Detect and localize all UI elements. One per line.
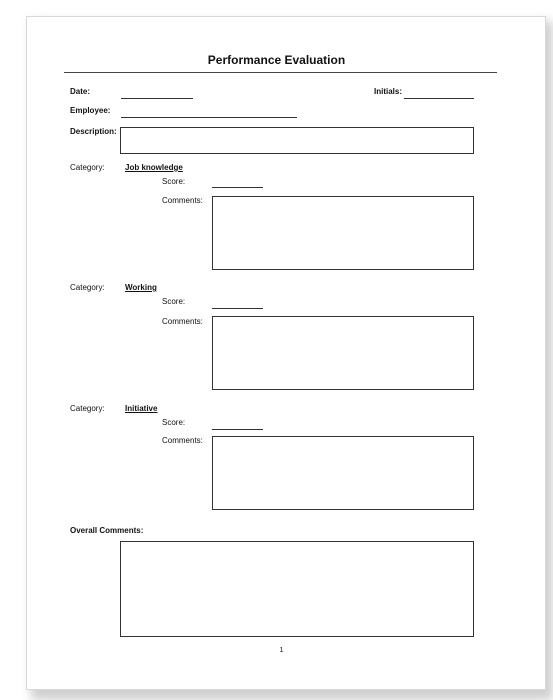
title-rule xyxy=(64,72,497,73)
score-label: Score: xyxy=(162,418,186,427)
category-label: Category: xyxy=(70,163,105,172)
category-label: Category: xyxy=(70,404,105,413)
comments-label: Comments: xyxy=(162,317,203,326)
score-field-working[interactable] xyxy=(212,308,263,309)
comments-box-initiative[interactable] xyxy=(212,436,474,510)
comments-label: Comments: xyxy=(162,196,203,205)
score-label: Score: xyxy=(162,177,186,186)
description-box[interactable] xyxy=(120,127,474,154)
score-field-job-knowledge[interactable] xyxy=(212,187,263,188)
date-field[interactable] xyxy=(121,98,193,99)
comments-box-job-knowledge[interactable] xyxy=(212,196,474,270)
date-label: Date: xyxy=(70,87,91,96)
employee-label: Employee: xyxy=(70,106,111,115)
overall-comments-box[interactable] xyxy=(120,541,474,637)
category-name-job-knowledge: Job knowledge xyxy=(125,163,183,172)
page-title: Performance Evaluation xyxy=(207,53,346,67)
initials-label: Initials: xyxy=(374,87,403,96)
score-label: Score: xyxy=(162,297,186,306)
category-label: Category: xyxy=(70,283,105,292)
employee-field[interactable] xyxy=(121,117,297,118)
category-name-initiative: Initiative xyxy=(125,404,158,413)
comments-label: Comments: xyxy=(162,436,203,445)
comments-box-working[interactable] xyxy=(212,316,474,390)
page-number: 1 xyxy=(279,647,284,654)
initials-field[interactable] xyxy=(404,98,474,99)
score-field-initiative[interactable] xyxy=(212,429,263,430)
category-name-working: Working xyxy=(125,283,157,292)
overall-comments-label: Overall Comments: xyxy=(70,526,144,535)
description-label: Description: xyxy=(70,127,117,136)
